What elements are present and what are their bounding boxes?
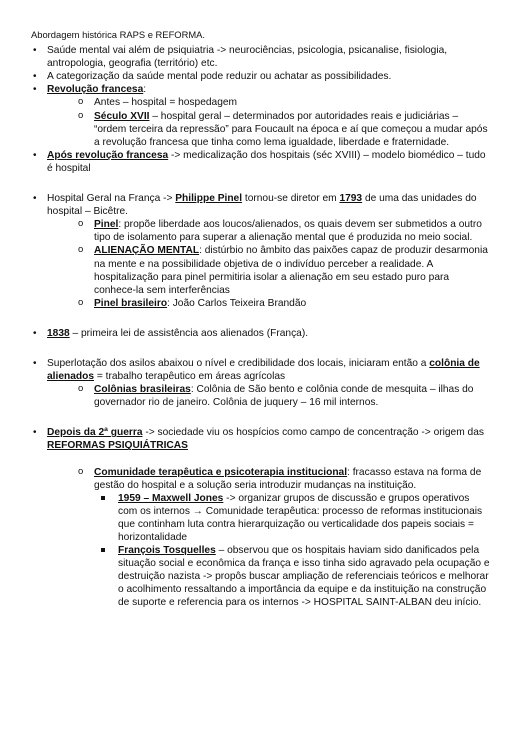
bullet-text: : distúrbio no âmbito das paixões capaz de produzir desarmonia na mente e na possibilidade objetiva de o indivíduo perceber a realidade. A hospitalização para pinel permitiria isolar a alienação em seu estado puro para conhece-la sem interferências [94, 245, 488, 296]
bullet-text: de uma das unidades do hospital – Bicêtre. [47, 193, 477, 218]
bullet-saude-mental [31, 44, 490, 70]
bullet-heading: 1793 [339, 193, 363, 205]
bullet-categorizacao [31, 70, 490, 83]
subsubbullet-tosquelles [31, 544, 490, 609]
bullet-depois-guerra [31, 426, 490, 452]
bullet-heading: ALIENAÇÃO MENTAL [94, 245, 200, 257]
bullet-hospital-geral [31, 192, 490, 218]
bullet-text: Saúde mental vai além de psiquiatria -> neurociências, psicologia, psicanalise, fisiologia, antropologia, geografia (território) etc. [47, 45, 448, 70]
bullet-heading: Após revolução francesa [47, 149, 169, 161]
subbullet-alienacao-mental [31, 244, 490, 296]
subbullet-pinel [31, 218, 490, 244]
bullet-heading: François Tosquelles [118, 545, 216, 557]
bullet-text: A categorização da saúde mental pode reduzir ou achatar as possibilidades. [47, 71, 392, 83]
bullet-text: : fracasso estava na forma de gestão do hospital e a solução seria introduzir mudanças na instituição. [94, 466, 482, 491]
subbullet-antes [31, 96, 490, 109]
bullet-revolucao-francesa [31, 83, 490, 96]
bullet-heading: Século XVII [94, 110, 150, 122]
bullet-apos-revolucao [31, 149, 490, 175]
bullet-text: = trabalho terapêutico em áreas agrícolas [94, 371, 286, 383]
bullet-text: : [143, 84, 147, 96]
bullet-heading: Depois da 2ª guerra [47, 427, 143, 439]
subsubbullet-maxwell-jones [31, 492, 490, 544]
bullet-heading: Comunidade terapêutica e psicoterapia institucional [94, 466, 348, 478]
bullet-text: – primeira lei de assistência aos alienados (França). [69, 327, 309, 339]
bullet-1838 [31, 327, 490, 340]
subbullet-seculo-xvii [31, 110, 490, 149]
bullet-text: Hospital Geral na França -> [47, 193, 176, 205]
bullet-text: : propõe liberdade aos loucos/alienados, os quais devem ser submetidos a outro tipo de isolamento para superar a alienação mental que é produzida no meio social. [94, 219, 482, 244]
bullet-heading: Revolução francesa [47, 84, 144, 96]
bullet-heading: Pinel brasileiro [94, 297, 168, 309]
bullet-superlotacao [31, 357, 490, 383]
bullet-text: – hospital geral – determinados por autoridades reais e judiciárias – “ordem terceira da repressão” para Foucault na época e aí que começou a mudar após a revolução francesa que tinha como lema igualdade, liberdade e fraternidade. [94, 110, 488, 148]
bullet-text: : João Carlos Teixeira Brandão [167, 297, 307, 309]
bullet-text: -> organizar grupos de discussão e grupos operativos com os internos → Comunidade terapêutica: processo de reformas institucionais que continham luta contra hierarquização ou verticalidade dos papeis sociais = horizontalidade [118, 492, 483, 543]
bullet-heading: colônia de alienados [47, 357, 480, 383]
bullet-heading: REFORMAS PSIQUIÁTRICAS [47, 440, 188, 452]
bullet-heading: 1959 – Maxwell Jones [118, 492, 224, 504]
bullet-text: : Colônia de São bento e colônia conde de mesquita – ilhas do governador rio de janeiro. Colônia de juquery – 16 mil internos. [94, 384, 474, 409]
bullet-text: Superlotação dos asilos abaixou o nível e credibilidade dos locais, iniciaram então a [47, 357, 430, 369]
subbullet-pinel-brasileiro [31, 297, 490, 310]
bullet-heading: 1838 [47, 327, 70, 339]
bullet-heading: Pinel [94, 219, 119, 231]
subbullet-comunidade-terapeutica [31, 466, 490, 492]
bullet-text: – observou que os hospitais haviam sido danificados pela situação social e econômica da frança e isso tinha sido agravado pela ocupação e destruição nazista -> propôs buscar ampliação de referenciais teóricos e melhorar o acolhimento ressaltando a importância da equipe e da instituição na construção de suporte e referencia para os internos -> HOSPITAL SAINT-ALBAN deu início. [118, 545, 490, 609]
bullet-heading: Philippe Pinel [175, 193, 243, 205]
bullet-text: tornou-se diretor em [242, 193, 340, 205]
document-title: Abordagem histórica RAPS e REFORMA. [31, 29, 206, 40]
bullet-text: Antes – hospital = hospedagem [94, 97, 238, 109]
bullet-heading: Colônias brasileiras [94, 384, 191, 396]
bullet-text: -> sociedade viu os hospícios como campo de concentração -> origem das [142, 427, 484, 439]
subbullet-colonias-brasileiras [31, 383, 490, 409]
bullet-text: -> medicalização dos hospitais (séc XVIII) – modelo biomédico – tudo é hospital [47, 149, 486, 174]
